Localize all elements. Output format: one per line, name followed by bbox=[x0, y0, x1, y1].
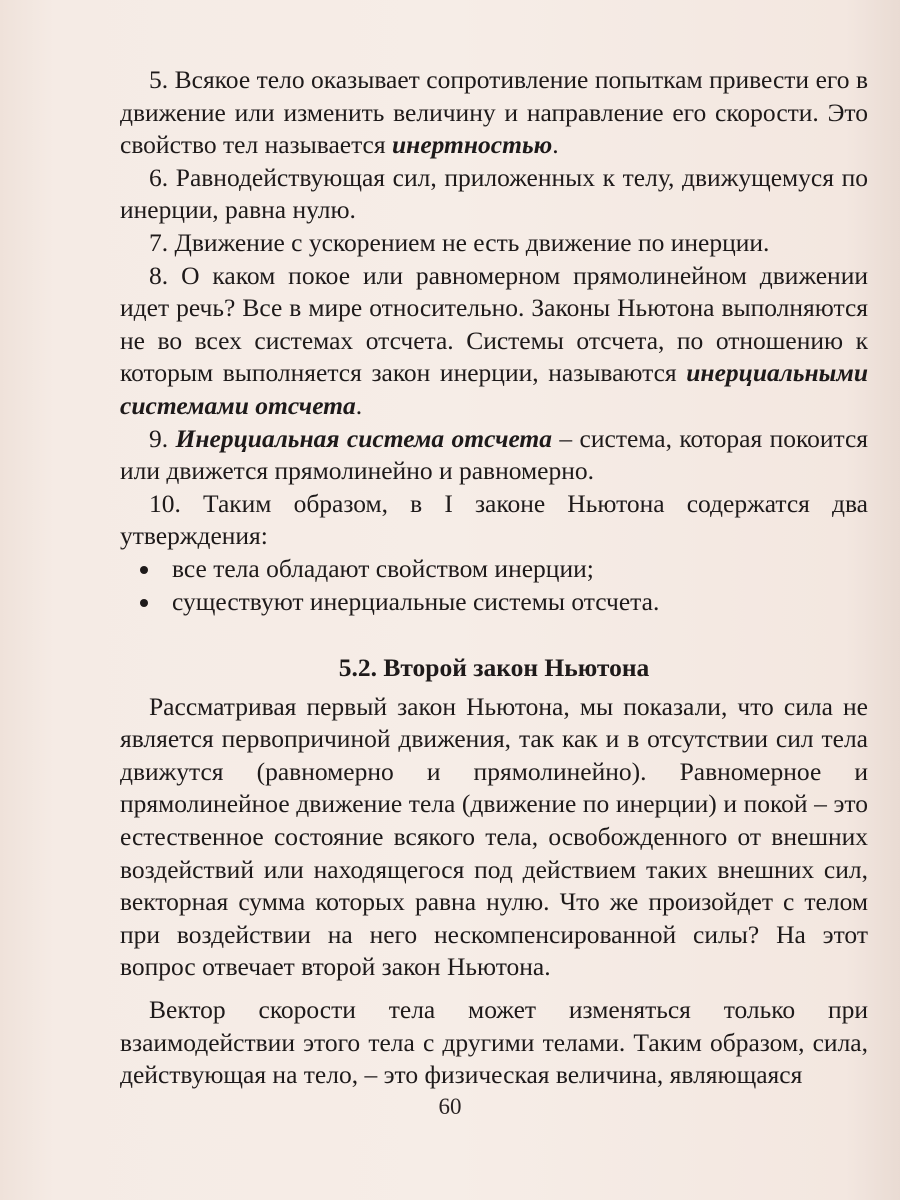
item-6: 6. Равнодействующая сил, приложенных к телу, движущемуся по инерции, равна нулю. bbox=[120, 162, 868, 225]
section-title: 5.2. Второй закон Ньютона bbox=[338, 653, 650, 683]
list-item: существуют инерциальные системы отсчета. bbox=[120, 586, 868, 619]
page-text bbox=[120, 64, 868, 1092]
paragraph-gap bbox=[120, 984, 868, 994]
paragraph: Вектор скорости тела может изменяться только при взаимодействии этого тела с другими телами. Таким образом, сила, действующая на тело, – это физическая величина, являющаяся bbox=[120, 995, 868, 1090]
paragraph: Рассматривая первый закон Ньютона, мы показали, что сила не является первопричиной движения, так как и в отсутствии сил тела движутся (равномерно и прямолинейно). Равномерное и прямолинейное движение тела (движение по инерции) и покой – это естественное состояние всякого тела, освобожденного от внешних воздействий или находящегося под действием таких внешних сил, векторная сумма которых равна нулю. Что же произойдет с телом при воздействии на него нескомпенсированной силы? На этот вопрос отвечает второй закон Ньютона. bbox=[120, 691, 868, 982]
bullet-list bbox=[120, 553, 868, 618]
item-10: 10. Таким образом, в I законе Ньютона содержатся два утверждения: bbox=[120, 488, 868, 551]
term-inertness: инертностью bbox=[391, 130, 553, 160]
term-inertial-frame: Инерциальная система отсчета bbox=[175, 423, 553, 453]
bullet-icon bbox=[140, 599, 148, 607]
list-item: все тела обладают свойством инерции; bbox=[120, 553, 868, 586]
page-number: 60 bbox=[438, 1094, 462, 1119]
bullet-icon bbox=[140, 566, 148, 574]
item-7: 7. Движение с ускорением не есть движение по инерции. bbox=[149, 227, 770, 257]
item-5: 5. Всякое тело оказывает сопротивление попыткам привести его в движение или изменить величину и направление его скорости. Это свойство тел называется инертностью. bbox=[120, 65, 868, 160]
item-8: 8. О каком покое или равномерном прямолинейном движении идет речь? Все в мире относительно. Законы Ньютона выполняются не во всех системах отсчета. Системы отсчета, по отношению к которым выполняется закон инерции, называются инерциальными системами отсчета. bbox=[120, 260, 868, 420]
item-9: 9. Инерциальная система отсчета – система, которая покоится или движется прямолинейно и равномерно. bbox=[120, 423, 868, 486]
term-inertial-frames: инерциальными системами отсчета bbox=[120, 358, 868, 420]
